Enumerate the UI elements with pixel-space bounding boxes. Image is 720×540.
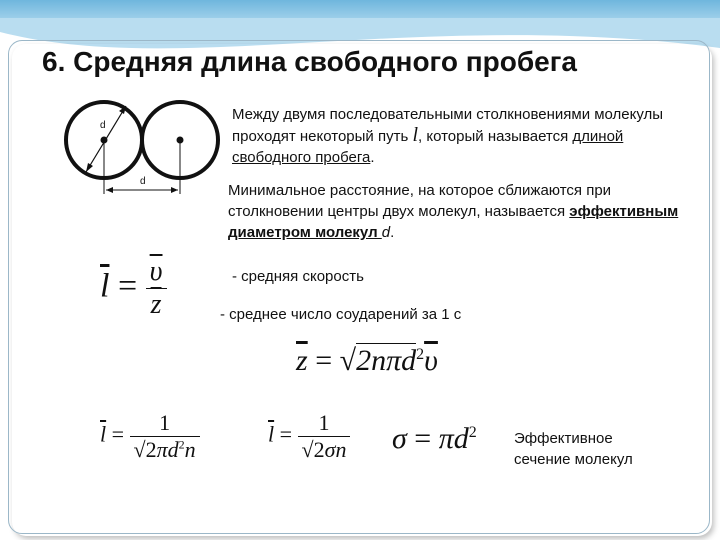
formula-main-lhs: $\overline{l}$ bbox=[100, 267, 110, 305]
slide-title: 6. Средняя длина свободного пробега bbox=[42, 46, 577, 77]
formula-collisions bbox=[296, 344, 438, 378]
formula-l2-lhs: $\overline{l}$ bbox=[268, 421, 275, 447]
formula-sigma-sup: 2 bbox=[468, 424, 477, 441]
molecules-diagram bbox=[56, 92, 226, 210]
formula-l-with-sigma bbox=[268, 410, 350, 463]
diameter-label: d bbox=[100, 120, 106, 131]
formula-sigma-lhs: σ bbox=[392, 422, 407, 455]
formula-l1-den: πd bbox=[156, 437, 179, 462]
term-mean-free-path: длиной свободного пробега bbox=[232, 128, 624, 166]
sqrt-sign: √ bbox=[339, 344, 357, 377]
symbol-d: d bbox=[381, 224, 391, 241]
para1-end: . bbox=[370, 149, 375, 166]
formula-mean-free-path bbox=[100, 256, 167, 321]
formula-main-den: z bbox=[150, 289, 162, 320]
formula-z-rhs: 2nπd bbox=[356, 344, 417, 377]
formula-z-speed: $\overline{\upsilon}$ bbox=[424, 344, 438, 377]
definition-effective-diameter bbox=[228, 180, 698, 243]
para1-text-2: , который называется bbox=[418, 128, 573, 145]
caption-mean-speed: - средняя скорость bbox=[232, 268, 364, 285]
formula-z-lhs: $\overline{z}$ bbox=[296, 344, 308, 377]
distance-label: d bbox=[140, 176, 146, 187]
formula-main-num: $\overline{\upsilon}$ bbox=[149, 256, 163, 287]
formula-l1-lhs: $\overline{l}$ bbox=[100, 421, 107, 447]
caption-cross-section-line1: Эффективное bbox=[514, 430, 613, 447]
formula-l1-sqrt: 2 bbox=[145, 437, 157, 462]
para2-text: Минимальное расстояние, на которое сближаются при столкновении центры двух молекул, называется bbox=[228, 182, 612, 220]
formula-l-with-n bbox=[100, 410, 200, 463]
formula-sigma-rhs: πd bbox=[438, 422, 469, 455]
formula-l2-fraction: $\frac{1}{√2\sigma n}$ bbox=[298, 410, 351, 463]
formula-l2-eq: = bbox=[279, 421, 293, 447]
caption-cross-section-line2: сечение молекул bbox=[514, 451, 633, 468]
para1-text-1: Между двумя последовательными столкновениями молекулы проходят некоторый путь bbox=[232, 106, 664, 145]
formula-cross-section bbox=[392, 422, 477, 456]
formula-l1-num: 1 bbox=[159, 410, 171, 435]
formula-l1-sup: 2 bbox=[178, 437, 185, 452]
term-effective-diameter: эффективным диаметром молекул bbox=[228, 203, 679, 241]
formula-l1-eq: = bbox=[111, 421, 125, 447]
formula-l1-fraction: $\frac{1}{√2\pi d^2n}$ bbox=[130, 410, 200, 463]
formula-main-eq: = bbox=[117, 267, 138, 305]
formula-l2-den: σn bbox=[324, 437, 347, 462]
diameter-arrow bbox=[86, 106, 126, 172]
formula-l2-num: 1 bbox=[318, 410, 330, 435]
para2-end: . bbox=[390, 224, 395, 241]
formula-z-eq: = bbox=[315, 344, 333, 377]
formula-sigma-eq: = bbox=[414, 422, 432, 455]
formula-l1-n: n bbox=[184, 437, 196, 462]
caption-collision-count: - среднее число соударений за 1 с bbox=[220, 306, 462, 323]
definition-mean-free-path bbox=[232, 104, 682, 168]
formula-z-sup: 2 bbox=[416, 346, 425, 363]
formula-l2-sqrt: 2 bbox=[313, 437, 325, 462]
formula-main-fraction bbox=[146, 256, 167, 321]
caption-cross-section bbox=[514, 428, 633, 470]
symbol-l: l bbox=[412, 124, 419, 146]
